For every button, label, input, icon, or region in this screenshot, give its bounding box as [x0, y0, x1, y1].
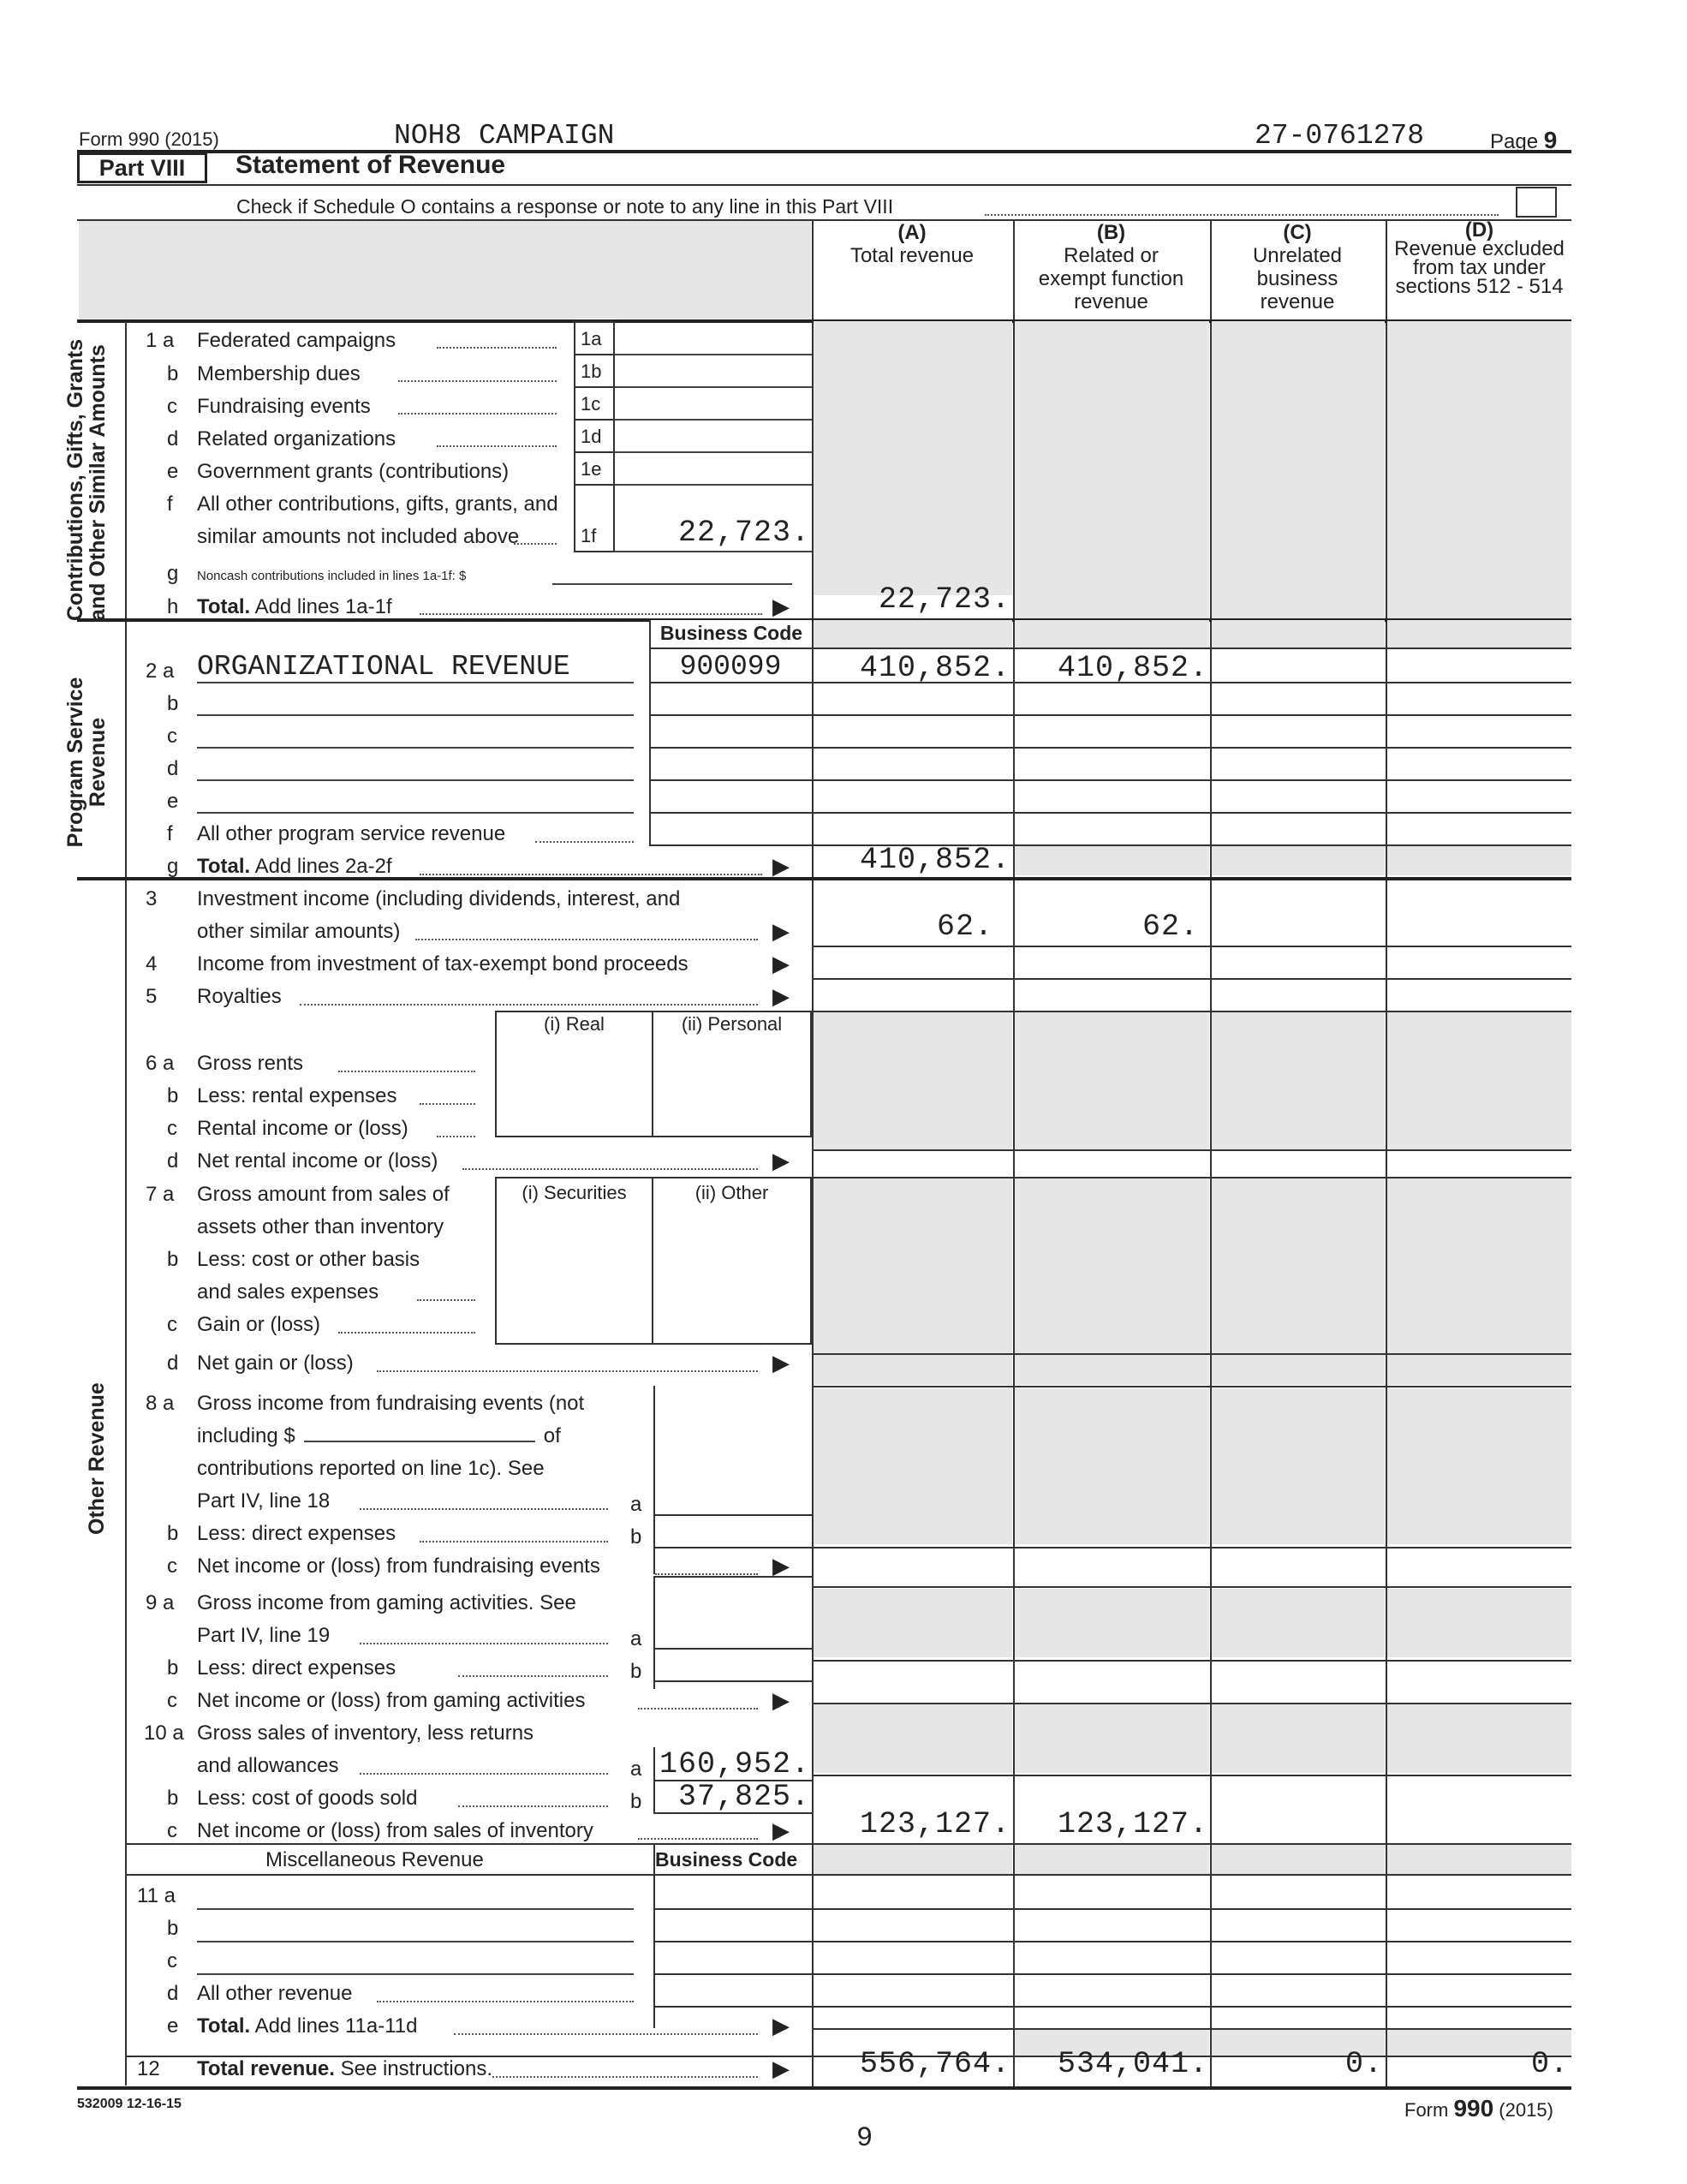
arrow-icon: ▶ [772, 2013, 790, 2038]
line-2a-business-code: 900099 [679, 651, 782, 683]
line-1c-letter: c [167, 395, 177, 418]
arrow-icon: ▶ [772, 2056, 790, 2081]
line-3-label-1: Investment income (including dividends, interest, and [197, 887, 681, 910]
line-2d-field[interactable] [197, 779, 634, 781]
line-2b-field[interactable] [197, 714, 634, 716]
line-2d-letter: d [167, 757, 179, 780]
arrow-icon: ▶ [772, 1817, 790, 1843]
line-4-number: 4 [146, 952, 158, 976]
line-1e-field[interactable] [615, 484, 812, 486]
line-9c-label: Net income or (loss) from gaming activities [197, 1689, 586, 1712]
form-code: 532009 12-16-15 [77, 2097, 182, 2111]
line-6b-personal-field[interactable] [653, 1071, 812, 1105]
col-other-header: (ii) Other [653, 1177, 812, 1211]
line-1f-letter: f [167, 492, 173, 516]
schedule-o-text: Check if Schedule O contains a response or note to any line in this Part VIII [236, 195, 894, 218]
line-2a-description: ORGANIZATIONAL REVENUE [197, 651, 570, 683]
line-7c-letter: c [167, 1313, 177, 1336]
line-10b-value: 37,825. [677, 1780, 810, 1814]
line-10c-label: Net income or (loss) from sales of inventory [197, 1819, 593, 1842]
line-9b-box-letter: b [630, 1660, 642, 1683]
side-label-other-revenue: Other Revenue [85, 1382, 109, 1535]
box-1d-label: 1d [574, 419, 615, 453]
line-8a-label-4: Part IV, line 18 [197, 1489, 331, 1513]
arrow-icon: ▶ [772, 1687, 790, 1713]
line-2g-label: Total. Add lines 2a-2f [197, 855, 392, 878]
line-9a-box-letter: a [630, 1627, 642, 1650]
misc-revenue-header: Miscellaneous Revenue [265, 1848, 484, 1871]
line-1h-label: Total. Add lines 1a-1f [197, 595, 392, 618]
line-8b-box-letter: b [630, 1525, 642, 1548]
arrow-icon: ▶ [772, 1350, 790, 1375]
org-name: NOH8 CAMPAIGN [394, 120, 615, 152]
line-6b-label: Less: rental expenses [197, 1084, 397, 1107]
line-6a-personal-field[interactable] [653, 1038, 812, 1072]
line-10a-box-letter: a [630, 1757, 642, 1781]
side-label-program-service: Program Service Revenue [63, 677, 110, 848]
box-1e-label: 1e [574, 451, 615, 486]
line-1d-label: Related organizations [197, 427, 396, 451]
line-11-number: 11 a [137, 1884, 176, 1907]
line-12-total-c: 0. [1344, 2047, 1383, 2081]
part-label-box: Part VIII [77, 152, 207, 183]
line-5-number: 5 [146, 985, 158, 1008]
line-10-number: 10 a [144, 1722, 184, 1745]
line-12-label: Total revenue. See instructions. [197, 2057, 493, 2080]
line-6b-real-field[interactable] [495, 1071, 653, 1105]
line-8a-box-letter: a [630, 1493, 642, 1516]
box-1b-label: 1b [574, 354, 615, 388]
line-10c-total: 123,127. [859, 1807, 1010, 1841]
line-1e-letter: e [167, 460, 179, 483]
line-9b-letter: b [167, 1656, 179, 1680]
line-7c-securities-field[interactable] [495, 1310, 653, 1345]
line-7b-letter: b [167, 1248, 179, 1271]
line-7-number: 7 a [146, 1183, 175, 1206]
line-11e-label: Total. Add lines 11a-11d [197, 2014, 418, 2038]
line-3-label-2: other similar amounts) [197, 920, 401, 943]
arrow-icon: ▶ [772, 853, 790, 879]
line-1b-letter: b [167, 362, 179, 385]
line-7b-securities-field[interactable] [495, 1244, 653, 1312]
line-7b-label-1: Less: cost or other basis [197, 1248, 420, 1271]
page-number: 9 [856, 2122, 873, 2154]
line-10c-letter: c [167, 1819, 177, 1842]
col-c-header: (C) Unrelated business revenue [1252, 221, 1343, 313]
line-6-number: 6 a [146, 1052, 175, 1075]
line-1h-total: 22,723. [878, 582, 1010, 617]
line-2c-letter: c [167, 725, 177, 748]
line-11c-field[interactable] [197, 1973, 634, 1975]
col-securities-header: (i) Securities [495, 1177, 653, 1211]
col-b-header: (B) Related or exempt function revenue [1038, 221, 1184, 313]
arrow-icon: ▶ [772, 951, 790, 976]
line-3-related: 62. [1142, 910, 1199, 944]
line-1b-field[interactable] [615, 386, 812, 388]
line-1c-field[interactable] [615, 419, 812, 421]
line-6a-real-field[interactable] [495, 1038, 653, 1072]
form-footer: Form 990 (2015) [1404, 2095, 1553, 2121]
line-8c-letter: c [167, 1554, 177, 1578]
arrow-icon: ▶ [772, 983, 790, 1009]
line-2g-letter: g [167, 855, 179, 878]
line-6c-label: Rental income or (loss) [197, 1117, 408, 1140]
line-8b-letter: b [167, 1522, 179, 1545]
box-1a-label: 1a [574, 321, 615, 355]
line-10a-label-1: Gross sales of inventory, less returns [197, 1722, 534, 1745]
line-7d-letter: d [167, 1352, 179, 1375]
line-2e-letter: e [167, 790, 179, 813]
line-1f-label-1: All other contributions, gifts, grants, and [197, 492, 558, 516]
line-6b-letter: b [167, 1084, 179, 1107]
line-2a-total: 410,852. [859, 651, 1010, 685]
line-6d-label: Net rental income or (loss) [197, 1149, 438, 1173]
line-1g-label: Noncash contributions included in lines 1a-1f: $ [197, 569, 467, 583]
line-11b-letter: b [167, 1917, 179, 1940]
line-10c-related: 123,127. [1057, 1807, 1208, 1841]
line-2e-field[interactable] [197, 812, 634, 814]
line-1d-field[interactable] [615, 451, 812, 453]
line-10b-label: Less: cost of goods sold [197, 1787, 418, 1810]
side-label-contributions: Contributions, Gifts, Grants and Other Similar Amounts [63, 338, 110, 621]
line-10a-label-2: and allowances [197, 1754, 339, 1777]
line-11c-letter: c [167, 1949, 177, 1972]
line-8c-label: Net income or (loss) from fundraising events [197, 1554, 600, 1578]
line-1f-field[interactable] [615, 551, 812, 552]
line-7a-label-2: assets other than inventory [197, 1215, 444, 1238]
line-2c-field[interactable] [197, 747, 634, 749]
line-7c-other-field[interactable] [653, 1310, 812, 1345]
box-1c-label: 1c [574, 386, 615, 421]
line-11b-field[interactable] [197, 1941, 634, 1942]
line-1g-field[interactable] [552, 583, 792, 585]
form-label: Form 990 (2015) [79, 128, 219, 150]
line-10b-box-letter: b [630, 1790, 642, 1813]
col-a-header: (A) Total revenue [849, 221, 975, 267]
arrow-icon: ▶ [772, 918, 790, 944]
line-10a-value: 160,952. [659, 1747, 810, 1781]
line-7c-label: Gain or (loss) [197, 1313, 321, 1336]
line-1d-letter: d [167, 427, 179, 451]
line-2b-letter: b [167, 692, 179, 715]
line-1f-label-2: similar amounts not included above [197, 525, 520, 548]
line-10b-letter: b [167, 1787, 179, 1810]
arrow-icon: ▶ [772, 594, 790, 619]
line-12-total-b: 534,041. [1057, 2047, 1208, 2081]
misc-business-code-header: Business Code [655, 1848, 798, 1871]
line-1g-letter: g [167, 562, 179, 585]
part-title: Statement of Revenue [235, 151, 506, 179]
arrow-icon: ▶ [772, 1148, 790, 1173]
line-9-number: 9 a [146, 1591, 175, 1614]
line-2g-total: 410,852. [859, 843, 1010, 877]
schedule-o-checkbox[interactable] [1516, 187, 1557, 218]
line-11d-label: All other revenue [197, 1982, 353, 2005]
line-5-label: Royalties [197, 985, 282, 1008]
line-9a-label-1: Gross income from gaming activities. See [197, 1591, 576, 1614]
line-12-total-a: 556,764. [859, 2047, 1010, 2081]
line-1a-field[interactable] [615, 354, 812, 355]
line-9c-letter: c [167, 1689, 177, 1712]
page-label: Page 9 [1490, 127, 1558, 153]
col-d-header: (D) Revenue excluded from tax under sections 512 - 514 [1394, 218, 1565, 298]
arrow-icon: ▶ [772, 1553, 790, 1578]
line-9a-label-2: Part IV, line 19 [197, 1624, 331, 1647]
line-1f-value: 22,723. [677, 516, 810, 550]
line-8b-label: Less: direct expenses [197, 1522, 396, 1545]
line-1e-label: Government grants (contributions) [197, 460, 510, 483]
line-3-number: 3 [146, 887, 158, 910]
col-real-header: (i) Real [495, 1011, 653, 1038]
line-2-number: 2 a [146, 659, 175, 683]
col-personal-header: (ii) Personal [653, 1011, 812, 1038]
line-12-number: 12 [137, 2057, 160, 2080]
line-7a-securities-field[interactable] [495, 1211, 653, 1245]
line-2f-letter: f [167, 822, 173, 845]
line-6d-letter: d [167, 1149, 179, 1173]
line-8a-label-1: Gross income from fundraising events (not [197, 1392, 585, 1415]
line-1a-label: Federated campaigns [197, 329, 396, 352]
line-3-total: 62. [936, 910, 993, 944]
line-1h-letter: h [167, 595, 179, 618]
line-6c-real-field[interactable] [495, 1103, 653, 1137]
line-7b-label-2: and sales expenses [197, 1280, 379, 1304]
line-8a-label-3: contributions reported on line 1c). See [197, 1457, 545, 1480]
line-1b-label: Membership dues [197, 362, 361, 385]
line-7b-other-field[interactable] [653, 1244, 812, 1312]
line-11e-letter: e [167, 2014, 179, 2038]
line-6c-personal-field[interactable] [653, 1103, 812, 1137]
line-7d-label: Net gain or (loss) [197, 1352, 354, 1375]
line-12-total-d: 0. [1530, 2047, 1569, 2081]
line-7a-label-1: Gross amount from sales of [197, 1183, 450, 1206]
line-2a-related: 410,852. [1057, 651, 1208, 685]
line-8a-label-2: including $ of [197, 1424, 561, 1447]
line-9b-label: Less: direct expenses [197, 1656, 396, 1680]
line-1-number: 1 a [146, 329, 175, 352]
line-6c-letter: c [167, 1117, 177, 1140]
line-4-label: Income from investment of tax-exempt bond proceeds [197, 952, 689, 976]
line-11a-field[interactable] [197, 1908, 634, 1910]
ein: 27-0761278 [1255, 120, 1425, 152]
line-8-number: 8 a [146, 1392, 175, 1415]
line-7a-other-field[interactable] [653, 1211, 812, 1245]
line-2f-label: All other program service revenue [197, 822, 506, 845]
box-1f-label: 1f [574, 484, 615, 552]
line-11d-letter: d [167, 1982, 179, 2005]
business-code-header: Business Code [649, 620, 812, 647]
line-1c-label: Fundraising events [197, 395, 371, 418]
line-6a-label: Gross rents [197, 1052, 304, 1075]
